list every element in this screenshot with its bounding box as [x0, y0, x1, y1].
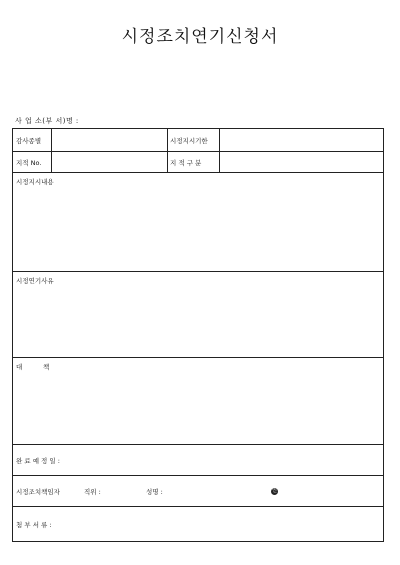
- responsible-label: 시정조치책임자: [16, 487, 60, 496]
- attachments-row[interactable]: [13, 506, 383, 541]
- delay-reason-section[interactable]: [13, 271, 383, 357]
- indication-no-label: 지적 No.: [16, 158, 42, 167]
- document-title: 시정조치연기신청서: [121, 27, 279, 47]
- responsible-row: [13, 475, 383, 506]
- delay-request-form: [12, 128, 384, 542]
- form-row-1: [13, 129, 383, 151]
- countermeasure-section[interactable]: [13, 357, 383, 444]
- inspection-type-label: 감사종별: [16, 136, 42, 145]
- completion-date-label: 완 료 예 정 일 :: [16, 456, 60, 465]
- form-row-2: [13, 151, 383, 172]
- countermeasure-label: 대 책: [16, 363, 50, 371]
- correction-due-label: 시정지시기한: [170, 136, 208, 145]
- indication-category-label: 지 적 구 분: [170, 158, 202, 167]
- indication-category-value[interactable]: [219, 152, 383, 172]
- indication-no-value[interactable]: [51, 152, 167, 172]
- correction-content-section[interactable]: [13, 172, 383, 271]
- position-label: 직위 :: [84, 487, 101, 496]
- seal-mark: [271, 476, 278, 506]
- company-label: 사 업 소(부 서)명 :: [15, 117, 79, 125]
- correction-due-value[interactable]: [219, 129, 383, 151]
- correction-content-label: 시정지시내용: [16, 178, 54, 186]
- attachments-label: 첨 부 서 류 :: [16, 520, 52, 529]
- inspection-type-value[interactable]: [51, 129, 167, 151]
- completion-date-row[interactable]: [13, 444, 383, 475]
- name-label: 성명 :: [146, 487, 163, 496]
- delay-reason-label: 시정연기사유: [16, 277, 54, 285]
- seal-icon: 인: [272, 487, 277, 494]
